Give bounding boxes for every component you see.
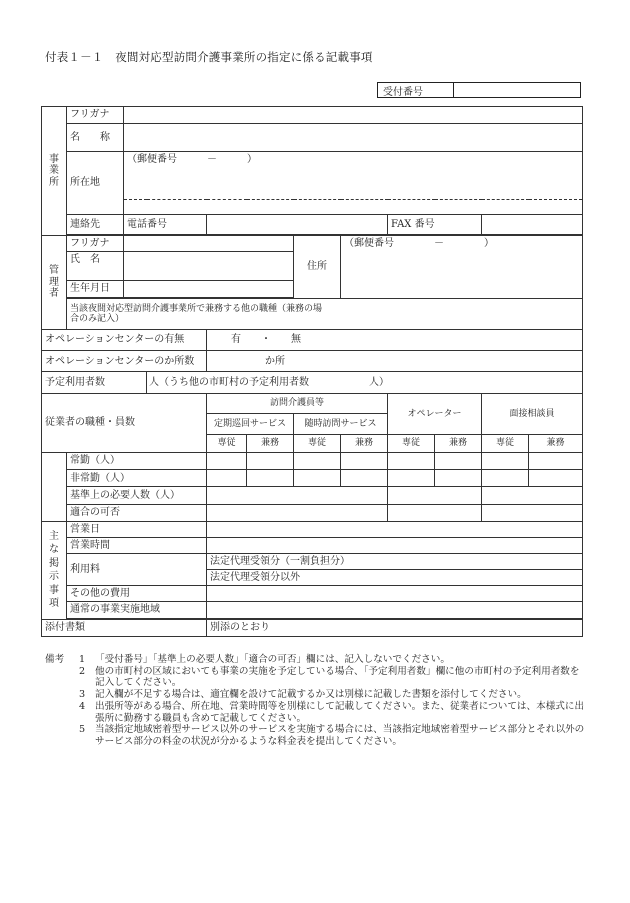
manager-name-label: 氏 名 bbox=[67, 252, 124, 280]
staff-cell[interactable] bbox=[388, 487, 482, 504]
receipt-number-field[interactable] bbox=[454, 83, 580, 97]
planned-users-label: 予定利用者数 bbox=[42, 372, 147, 393]
service-area-field[interactable] bbox=[207, 602, 583, 618]
staff-cell[interactable] bbox=[294, 453, 341, 470]
office-name-label: 名 称 bbox=[67, 124, 124, 152]
office-address-label: 所在地 bbox=[67, 152, 124, 215]
manager-name-field[interactable] bbox=[124, 252, 294, 280]
staff-cell[interactable] bbox=[482, 487, 583, 504]
fee-legal-field[interactable]: 法定代理受領分（一割負担分） bbox=[207, 554, 583, 570]
operation-center-count-label: オペレーションセンターのか所数 bbox=[42, 351, 207, 372]
col-fulltime: 専従 bbox=[294, 434, 341, 452]
staff-row-label: 非常勤（人） bbox=[67, 470, 207, 487]
staff-row-label: 基準上の必要人数（人） bbox=[67, 487, 207, 504]
office-section-label: 事 業 所 bbox=[42, 107, 67, 236]
col-concurrent: 兼務 bbox=[247, 434, 294, 452]
remark-item: 4 出張所等がある場合、所在地、営業時間等を別様にして記載してください。また、従業者については、本様式に出張所に勤務する職員も含めて記載してください。 bbox=[79, 700, 585, 724]
business-hours-label: 営業時間 bbox=[67, 537, 207, 553]
office-furigana-field[interactable] bbox=[124, 107, 583, 124]
manager-birth-label: 生年月日 bbox=[67, 280, 124, 297]
table-row bbox=[42, 487, 583, 504]
fee-label: 利用料 bbox=[67, 554, 207, 586]
table-row bbox=[42, 453, 583, 470]
staff-cell[interactable] bbox=[341, 470, 388, 487]
remark-item: 3 記入欄が不足する場合は、適宜欄を設けて記載するか又は別様に記載した書類を添付してください。 bbox=[79, 689, 527, 701]
staff-cell[interactable] bbox=[482, 504, 583, 521]
business-days-field[interactable] bbox=[207, 521, 583, 537]
visit-care-header: 訪問介護員等 bbox=[207, 393, 388, 413]
staff-cell[interactable] bbox=[388, 453, 435, 470]
remarks bbox=[45, 654, 585, 748]
col-concurrent: 兼務 bbox=[529, 434, 583, 452]
office-phone-label: 電話番号 bbox=[124, 215, 207, 235]
manager-address-field[interactable]: （郵便番号 － ） bbox=[341, 236, 583, 299]
operation-center-presence-choice[interactable]: 有 ・ 無 bbox=[207, 330, 583, 351]
manager-section-label: 管 理 者 bbox=[42, 236, 67, 330]
manager-furigana-field[interactable] bbox=[124, 236, 294, 252]
business-days-label: 営業日 bbox=[67, 521, 207, 537]
office-fax-label: FAX 番号 bbox=[388, 215, 482, 235]
other-cost-label: その他の費用 bbox=[67, 586, 207, 602]
receipt-number-label: 受付番号 bbox=[378, 83, 454, 97]
planned-users-field[interactable]: 人（うち他の市町村の予定利用者数 人） bbox=[147, 372, 583, 393]
periodic-service-header: 定期巡回サービス bbox=[207, 413, 294, 434]
service-area-label: 通常の事業実施地域 bbox=[67, 602, 207, 618]
operation-center-presence-label: オペレーションセンターの有無 bbox=[42, 330, 207, 351]
remark-item: 5 当該指定地域密着型サービス以外のサービスを実施する場合には、当該指定地域密着型サービス部分とそれ以外のサービス部分の料金の状況が分かるような料金表を提出してください。 bbox=[79, 724, 585, 747]
staff-cell[interactable] bbox=[294, 470, 341, 487]
manager-address-label: 住所 bbox=[294, 236, 341, 299]
staff-cell[interactable] bbox=[207, 504, 388, 521]
staff-cell[interactable] bbox=[529, 470, 583, 487]
manager-birth-field[interactable] bbox=[124, 280, 294, 297]
staff-section-label: 従業者の職種・員数 bbox=[42, 393, 207, 453]
operator-header: オペレーター bbox=[388, 393, 482, 434]
staff-cell[interactable] bbox=[435, 453, 482, 470]
staff-cell[interactable] bbox=[388, 470, 435, 487]
office-address-field[interactable] bbox=[124, 199, 583, 214]
attachments-field[interactable]: 別添のとおり bbox=[207, 619, 583, 636]
col-concurrent: 兼務 bbox=[435, 434, 482, 452]
col-fulltime: 専従 bbox=[482, 434, 529, 452]
ondemand-service-header: 随時訪問サービス bbox=[294, 413, 388, 434]
table-row bbox=[42, 470, 583, 487]
office-postal-field[interactable]: （郵便番号 － ） bbox=[124, 152, 583, 199]
remark-item: 2 他の市町村の区域においても事業の実施を予定している場合、「予定利用者数」欄に他の市町村の予定利用者数を記入してください。 bbox=[79, 665, 580, 689]
office-furigana-label: フリガナ bbox=[67, 107, 124, 124]
business-hours-field[interactable] bbox=[207, 537, 583, 553]
staff-cell[interactable] bbox=[435, 470, 482, 487]
manager-furigana-label: フリガナ bbox=[67, 236, 124, 252]
remark-item: 備考 1 「受付番号」「基準上の必要人数」「適合の可否」欄には、記入しないでください。 bbox=[45, 654, 450, 665]
staff-cell[interactable] bbox=[341, 453, 388, 470]
office-phone-field[interactable] bbox=[207, 215, 388, 235]
application-form-table bbox=[41, 106, 583, 637]
col-fulltime: 専従 bbox=[388, 434, 435, 452]
staff-cell[interactable] bbox=[247, 470, 294, 487]
table-row bbox=[42, 504, 583, 521]
form-title: 付表１－１ 夜間対応型訪問介護事業所の指定に係る記載事項 bbox=[45, 50, 373, 64]
office-name-field[interactable] bbox=[124, 124, 583, 152]
col-fulltime: 専従 bbox=[207, 434, 247, 452]
interview-staff-header: 面接相談員 bbox=[482, 393, 583, 434]
staff-cell[interactable] bbox=[247, 453, 294, 470]
office-fax-field[interactable] bbox=[482, 215, 583, 235]
col-concurrent: 兼務 bbox=[341, 434, 388, 452]
attachments-label: 添付書類 bbox=[42, 619, 207, 636]
staff-cell[interactable] bbox=[482, 470, 529, 487]
staff-cell[interactable] bbox=[207, 453, 247, 470]
staff-cell[interactable] bbox=[529, 453, 583, 470]
manager-other-role-label: 当該夜間対応型訪問介護事業所で兼務する他の職種（兼務の場合のみ記入） bbox=[67, 298, 583, 329]
staff-row-label: 適合の可否 bbox=[67, 504, 207, 521]
staff-cell[interactable] bbox=[207, 487, 388, 504]
staff-cell[interactable] bbox=[388, 504, 482, 521]
receipt-number-box bbox=[377, 82, 581, 98]
main-items-section-label: 主 な 掲 示 事 項 bbox=[42, 521, 67, 619]
staff-cell[interactable] bbox=[207, 470, 247, 487]
staff-row-label: 常勤（人） bbox=[67, 453, 207, 470]
staff-cell[interactable] bbox=[482, 453, 529, 470]
fee-other-field[interactable]: 法定代理受領分以外 bbox=[207, 570, 583, 586]
other-cost-field[interactable] bbox=[207, 586, 583, 602]
office-contact-label: 連絡先 bbox=[67, 215, 124, 235]
remarks-heading: 備考 bbox=[45, 654, 65, 665]
operation-center-count-field[interactable]: か所 bbox=[207, 351, 583, 372]
